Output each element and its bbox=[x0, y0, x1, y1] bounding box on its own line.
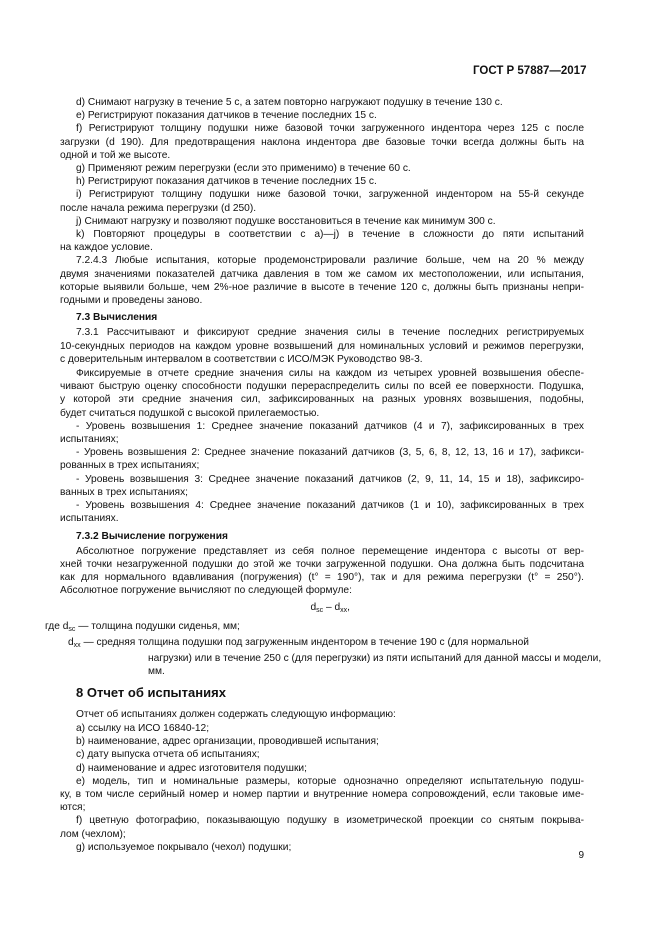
page-number: 9 bbox=[578, 850, 584, 861]
section-7-3-2-line: как для нормального вдавливания (погружения) (t° = 190°), так и для режима перегрузки (t° = 250°). bbox=[60, 572, 584, 584]
procedure-step-line: e) Регистрируют показания датчиков в течение последних 15 с. bbox=[76, 110, 377, 122]
section-7-3-paragraph-line: - Уровень возвышения 4: Среднее значение показаний датчиков (1 и 10), зафиксированных в трех bbox=[76, 500, 584, 512]
procedure-step-item bbox=[60, 96, 584, 109]
test-procedure-list bbox=[60, 96, 584, 307]
procedure-step-line: g) Применяют режим перегрузки (если это применимо) в течение 60 с. bbox=[76, 163, 411, 175]
procedure-step-line: j) Снимают нагрузку и позволяют подушке восстановиться в течение как минимум 300 с. bbox=[76, 215, 496, 227]
section-7-3-paragraph-item bbox=[60, 473, 584, 499]
report-item-item bbox=[60, 814, 584, 840]
definition-dxx bbox=[45, 636, 584, 652]
section-7-3-paragraph-item bbox=[60, 499, 584, 525]
procedure-step-line: h) Регистрируют показания датчиков в течение последних 15 с. bbox=[76, 176, 377, 188]
formula-operator: – bbox=[323, 601, 335, 613]
section-7-3-2-body bbox=[60, 545, 584, 598]
procedure-step-line: двумя значениями показателей датчика давления в том же самом их местоположении, или испытания, bbox=[60, 268, 584, 280]
procedure-step-line: k) Повторяют процедуры в соответствии с а)—j) в течение в сложности до пяти испытаний bbox=[76, 229, 584, 241]
report-item-item bbox=[60, 735, 584, 748]
definition-dxx-line-2: нагрузки) или в течение 250 с (для перегрузки) из пяти испытаний для данной массы и модели, bbox=[148, 653, 602, 665]
report-item-item bbox=[60, 722, 584, 735]
procedure-step-line: загрузки (d 190). Для предотвращения наклона индентора две базовые точки всегда должны быть на bbox=[60, 136, 584, 148]
procedure-step-line: f) Регистрируют толщину подушки ниже базовой точки загруженного индентора через 125 с после bbox=[76, 123, 584, 135]
report-item-line: a) ссылку на ИСО 16840-12; bbox=[76, 722, 210, 734]
section-7-3-paragraph-line: 7.3.1 Рассчитывают и фиксируют средние значения силы в течение последних регистрируемых bbox=[76, 327, 584, 339]
report-item-line: g) используемое покрывало (чехол) подушки; bbox=[76, 841, 292, 853]
procedure-step-line: d) Снимают нагрузку в течение 5 с, а затем повторно нагружают подушку в течение 130 с. bbox=[76, 97, 503, 108]
formula-term-b-subscript: xx bbox=[340, 606, 348, 614]
procedure-step-item bbox=[60, 162, 584, 175]
section-7-3-paragraph-line: Фиксируемые в отчете средние значения силы на каждом из четырех уровней возвышения обеспе- bbox=[76, 368, 584, 380]
procedure-step-line: которые выявили больше, чем 2%-ное различие в высоте в течение 120 с, должны быть признаны непри- bbox=[60, 281, 584, 293]
procedure-step-line: одной и той же высоте. bbox=[60, 149, 171, 161]
definition-dxx-line-3: мм. bbox=[148, 666, 165, 678]
procedure-step-item bbox=[60, 109, 584, 122]
immersion-formula bbox=[60, 601, 584, 617]
procedure-step-item bbox=[60, 175, 584, 188]
report-item-line: ются; bbox=[60, 802, 86, 814]
definition-dsc-text: — толщина подушки сиденья, мм; bbox=[75, 620, 240, 632]
section-7-3-paragraph-line: испытаниях; bbox=[60, 434, 119, 446]
section-7-3-heading: 7.3 Вычисления bbox=[76, 312, 158, 324]
section-7-3-paragraph-line: 10-секундных периодов на каждом уровне возвышений для номинальных условий и режимов перегрузки, bbox=[60, 340, 584, 352]
section-7-3-paragraph-line: - Уровень возвышения 3: Среднее значение показаний датчиков (2, 9, 11, 14, 15 и 18), зафиксиро- bbox=[76, 473, 584, 485]
section-7-3-2-line: хней точки незагруженной подушки до этой же точки загруженной подушки. Она должна быть подсчитана bbox=[60, 558, 584, 570]
section-7-3-paragraph-line: с доверительным интервалом в соответствии с ИСО/МЭК Руководство 98-3. bbox=[60, 353, 423, 365]
section-7-3-paragraph-item bbox=[60, 326, 584, 366]
definition-dxx-subscript: xx bbox=[73, 641, 81, 649]
section-7-3-paragraph-line: будет считаться подушкой с высокой прилегаемостью. bbox=[60, 407, 320, 419]
report-contents-list bbox=[60, 722, 584, 854]
report-item-line: лом (чехлом); bbox=[60, 828, 126, 840]
report-item-item bbox=[60, 841, 584, 854]
procedure-step-item bbox=[60, 254, 584, 307]
section-7-3-paragraph-line: ванных в трех испытаниях; bbox=[60, 486, 188, 498]
procedure-step-line: годными и проведены заново. bbox=[60, 295, 203, 307]
section-7-3-paragraph-line: - Уровень возвышения 2: Среднее значение показаний датчиков (3, 5, 6, 8, 12, 13, 16 и 17), зафикси- bbox=[76, 447, 584, 459]
procedure-step-item bbox=[60, 188, 584, 214]
report-item-line: e) модель, тип и номинальные размеры, которые однозначно определяют испытательную подуш- bbox=[76, 775, 584, 787]
report-item-item bbox=[60, 748, 584, 761]
section-7-3-2-heading: 7.3.2 Вычисление погружения bbox=[76, 530, 228, 542]
report-item-line: d) наименование и адрес изготовителя подушки; bbox=[76, 762, 307, 774]
section-7-3-paragraph-item bbox=[60, 420, 584, 446]
section-7-3-paragraph-line: рованных в трех испытаниях; bbox=[60, 460, 200, 472]
section-8-intro: Отчет об испытаниях должен содержать следующую информацию: bbox=[76, 708, 396, 720]
report-item-item bbox=[60, 775, 584, 815]
section-7-3-paragraph-item bbox=[60, 446, 584, 472]
section-7-3-body bbox=[60, 326, 584, 525]
report-item-line: b) наименование, адрес организации, проводившей испытания; bbox=[76, 736, 379, 748]
formula-term-b: d bbox=[334, 601, 341, 613]
document-code-header: ГОСТ Р 57887—2017 bbox=[473, 65, 587, 77]
definition-dxx-line-1: — средняя толщина подушки под загруженным индентором в течение 190 с (для нормальной bbox=[80, 636, 529, 648]
definition-dxx-symbol: d bbox=[68, 636, 74, 648]
section-7-3-2-line: Абсолютное погружение представляет из себя полное перемещение индентора с высоты от вер- bbox=[76, 545, 584, 557]
definition-dsc-subscript: sc bbox=[68, 625, 76, 633]
report-item-line: c) дату выпуска отчета об испытаниях; bbox=[76, 749, 260, 761]
page-content bbox=[45, 96, 602, 854]
report-item-item bbox=[60, 762, 584, 775]
definition-dsc-symbol: где d bbox=[45, 620, 69, 632]
section-7-3-paragraph-line: чивают быструю оценку способности подушки перераспределить силы по всей ее поверхности. Подушка, bbox=[60, 381, 584, 393]
section-7-3-2-line: Абсолютное погружение вычисляют по следующей формуле: bbox=[60, 585, 352, 597]
section-7-3-paragraph-item bbox=[60, 367, 584, 420]
formula-term-a: d bbox=[310, 601, 317, 613]
procedure-step-line: 7.2.4.3 Любые испытания, которые продемонстрировали различие больше, чем на 20 % между bbox=[76, 255, 584, 267]
section-7-3-paragraph-line: испытаниях. bbox=[60, 513, 119, 525]
procedure-step-item bbox=[60, 215, 584, 228]
report-item-line: ку, в том числе серийный номер и номер партии и внутренние номера сопровождений, если таковые име- bbox=[60, 788, 584, 800]
procedure-step-item bbox=[60, 228, 584, 254]
procedure-step-item bbox=[60, 122, 584, 162]
procedure-step-line: после начала режима перегрузки (d 250). bbox=[60, 202, 257, 214]
procedure-step-line: на каждое условие. bbox=[60, 242, 153, 254]
report-item-line: f) цветную фотографию, показывающую подушку в изометрической проекции со снятым покрыва- bbox=[76, 815, 584, 827]
section-8-heading: 8 Отчет об испытаниях bbox=[76, 684, 226, 700]
section-7-3-paragraph-line: - Уровень возвышения 1: Среднее значение показаний датчиков (4 и 7), зафиксированных в трех bbox=[76, 420, 584, 432]
formula-definitions bbox=[45, 620, 602, 679]
procedure-step-line: i) Регистрируют толщину подушки ниже базовой точки, загруженной индентором на 55-й секунде bbox=[76, 189, 584, 201]
definition-dsc bbox=[45, 620, 584, 636]
formula-term-a-subscript: sc bbox=[316, 606, 324, 614]
section-7-3-paragraph-line: у которой эти средние значения сил, зафиксированных на разных уровнях возвышения, подобны, bbox=[60, 394, 584, 406]
formula-tail: , bbox=[347, 601, 350, 613]
